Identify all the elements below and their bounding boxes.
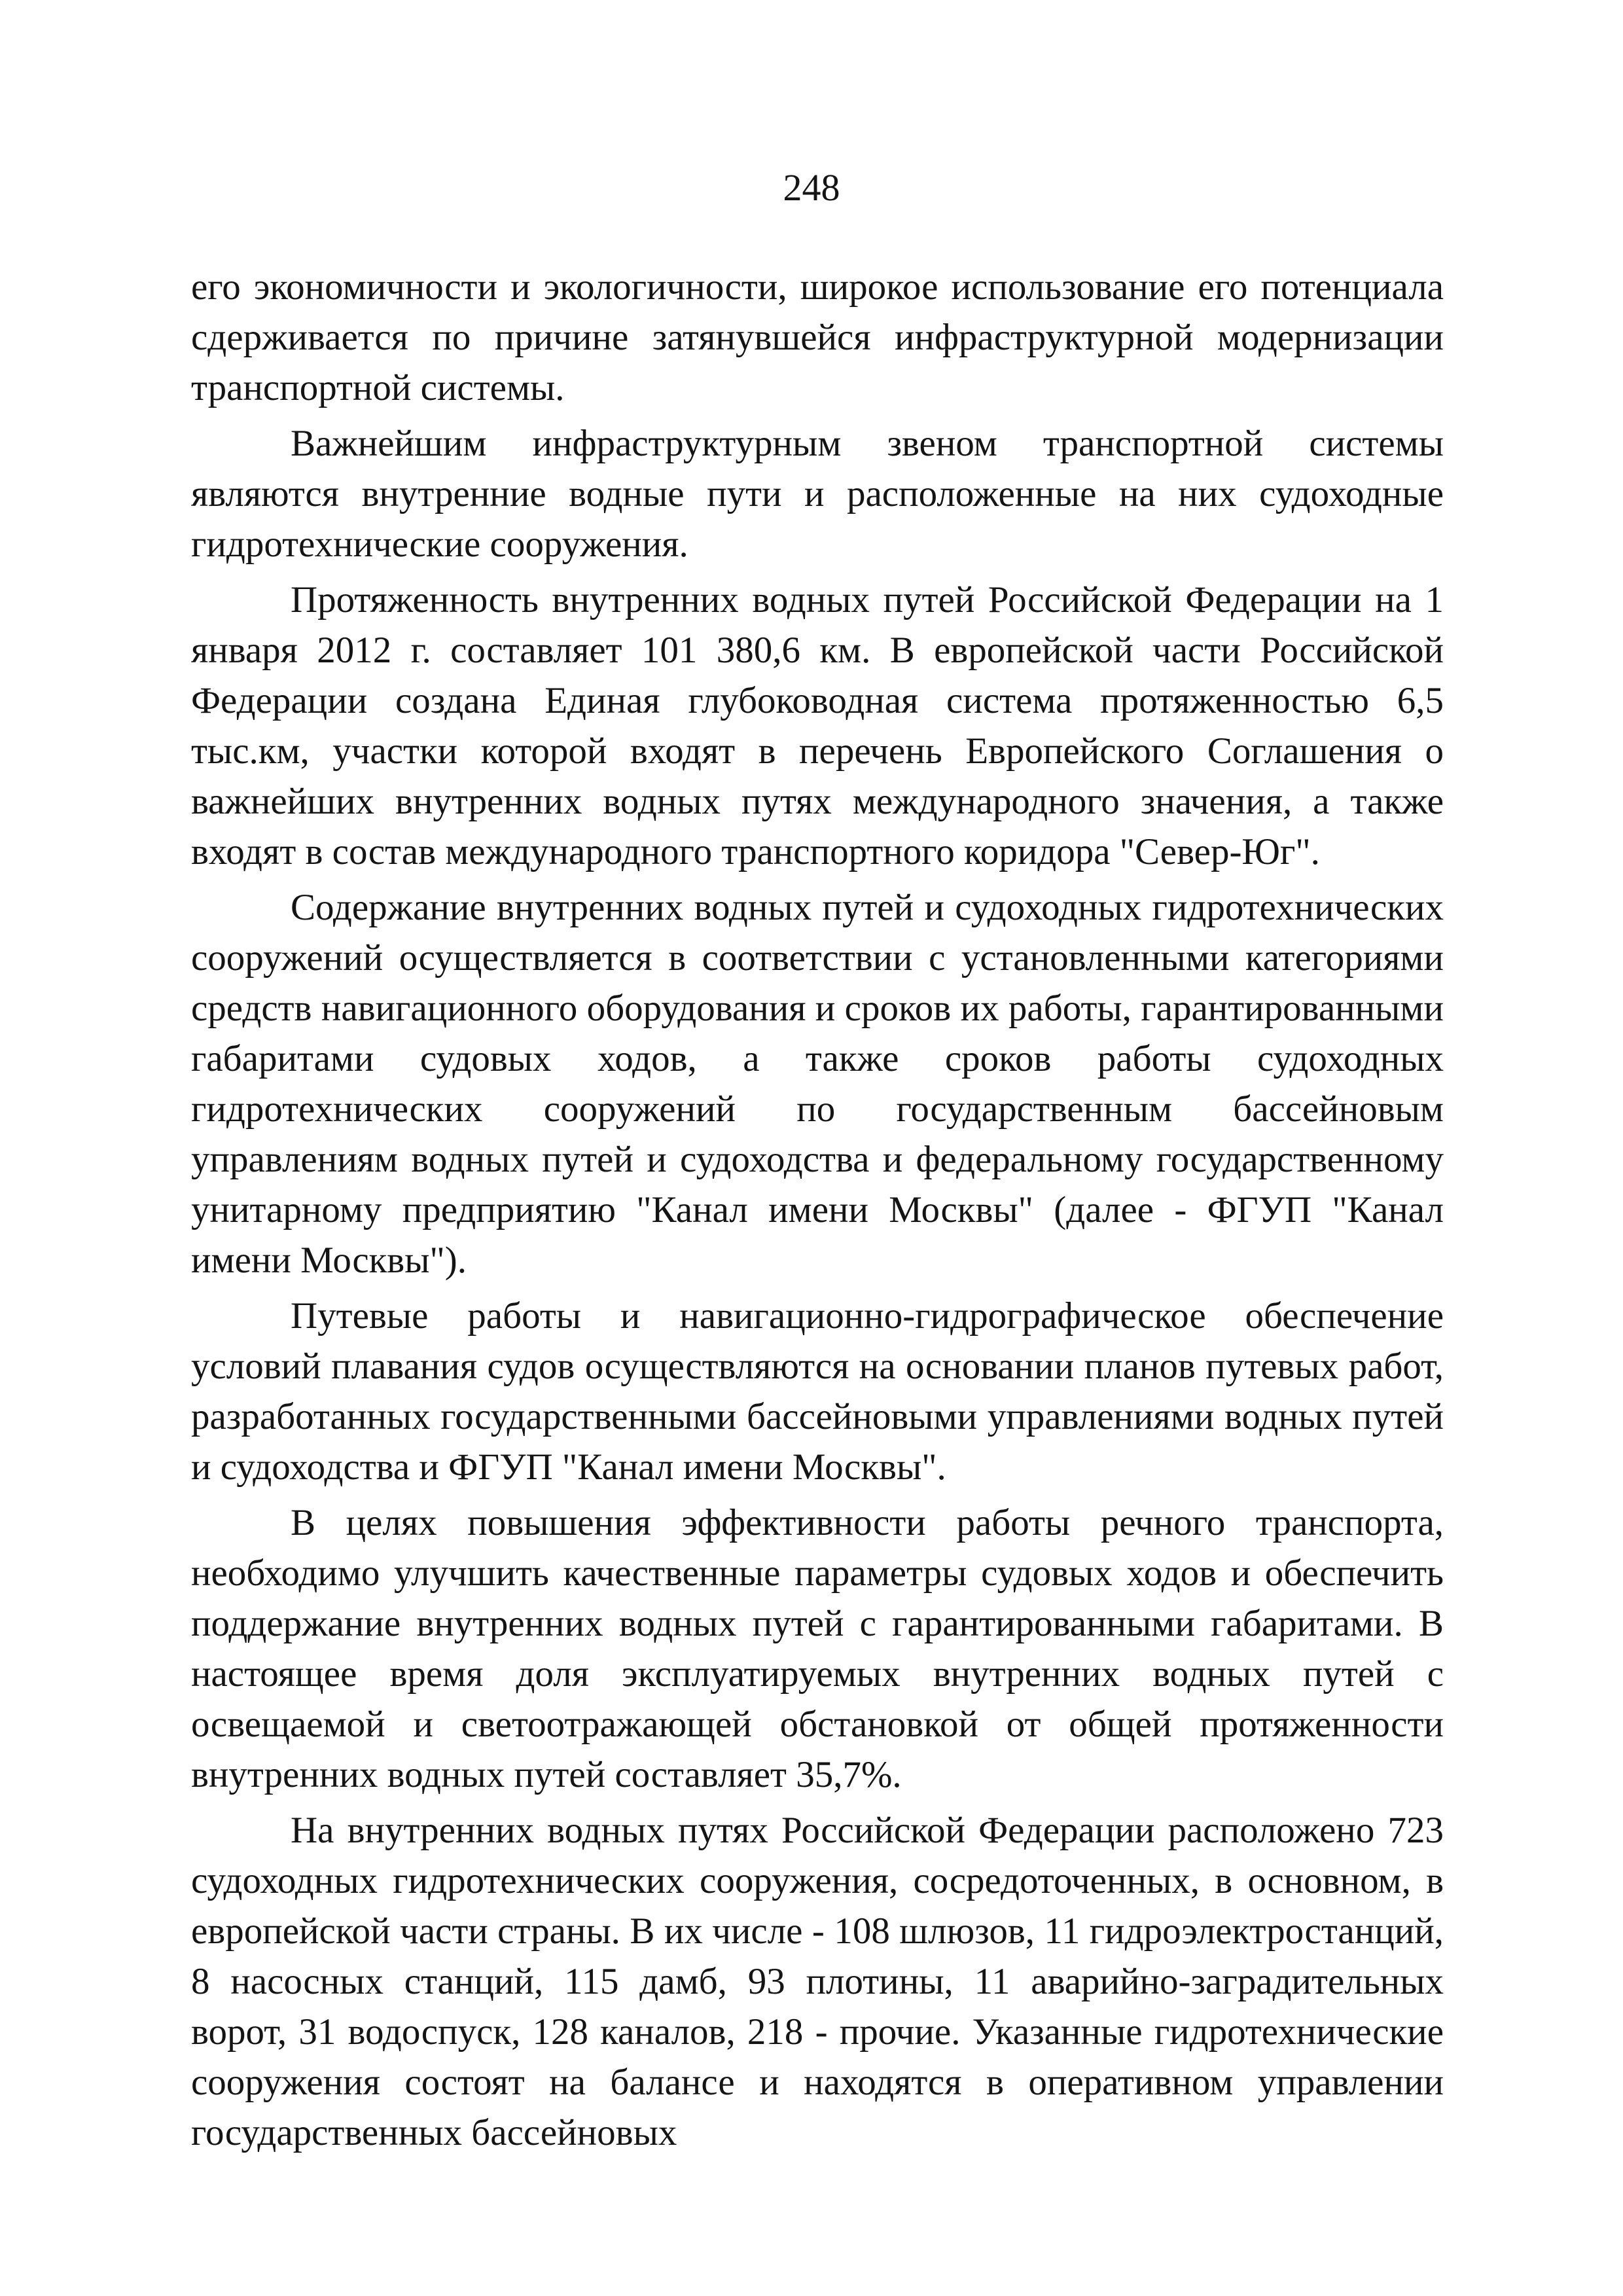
paragraph-6: В целях повышения эффективности работы речного транспорта, необходимо улучшить качественные параметры судовых ходов и обеспечить поддержание внутренних водных путей с гарантированными габаритами. В настоящее время доля эксплуатируемых внутренних водных путей с освещаемой и светоотражающей обстановкой от общей протяженности внутренних водных путей составляет 35,7%. [191, 1502, 1444, 1795]
paragraph-7: На внутренних водных путях Российской Федерации расположено 723 судоходных гидротехнических сооружения, сосредоточенных, в основном, в европейской части страны. В их числе - 108 шлюзов, 11 гидроэлектростанций, 8 насосных станций, 115 дамб, 93 плотины, 11 аварийно-заградительных ворот, 31 водоспуск, 128 каналов, 218 - прочие. Указанные гидротехнические сооружения состоят на балансе и находятся в оперативном управлении государственных бассейновых [191, 1810, 1444, 2153]
paragraph-3: Протяженность внутренних водных путей Российской Федерации на 1 января 2012 г. составляет 101 380,6 км. В европейской части Российской Федерации создана Единая глубоководная система протяженностью 6,5 тыс.км, участки которой входят в перечень Европейского Соглашения о важнейших внутренних водных путях международного значения, а также входят в состав международного транспортного коридора "Север-Юг". [191, 579, 1444, 872]
page-number: 248 [783, 166, 840, 209]
document-body [191, 262, 1444, 2163]
paragraph-1: его экономичности и экологичности, широкое использование его потенциала сдерживается по причине затянувшейся инфраструктурной модернизации транспортной системы. [191, 266, 1444, 408]
paragraph-5: Путевые работы и навигационно-гидрографическое обеспечение условий плавания судов осуществляются на основании планов путевых работ, разработанных государственными бассейновыми управлениями водных путей и судоходства и ФГУП "Канал имени Москвы". [191, 1295, 1444, 1488]
paragraph-4: Содержание внутренних водных путей и судоходных гидротехнических сооружений осуществляется в соответствии с установленными категориями средств навигационного оборудования и сроков их работы, гарантированными габаритами судовых ходов, а также сроков работы судоходных гидротехнических сооружений по государственным бассейновым управлениям водных путей и судоходства и федеральному государственному унитарному предприятию "Канал имени Москвы" (далее - ФГУП "Канал имени Москвы"). [191, 887, 1444, 1281]
paragraph-2: Важнейшим инфраструктурным звеном транспортной системы являются внутренние водные пути и расположенные на них судоходные гидротехнические сооружения. [191, 423, 1444, 565]
